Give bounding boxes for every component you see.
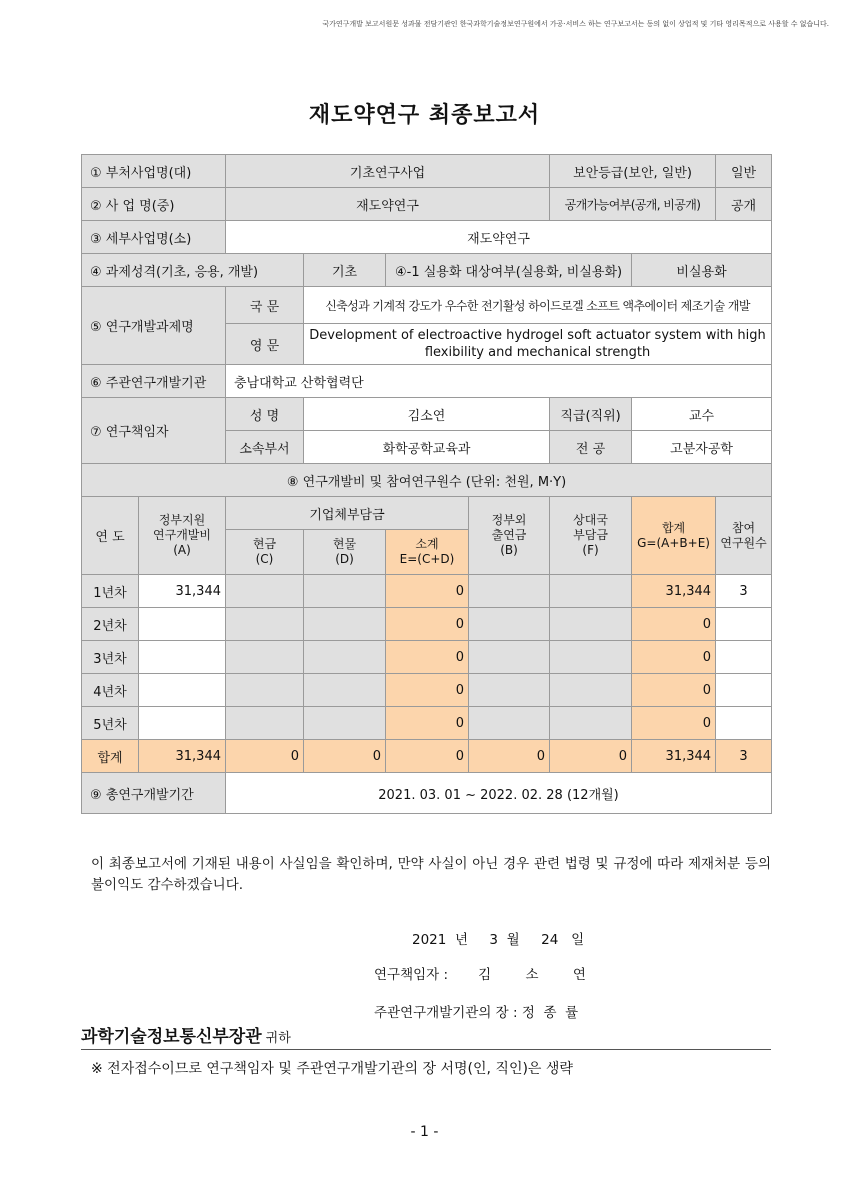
total-cell: 0 — [632, 674, 716, 707]
partner-cell — [550, 707, 632, 740]
label-subprogram: ③ 세부사업명(소) — [82, 221, 226, 254]
label-security-level: 보안등급(보안, 일반) — [550, 155, 716, 188]
row-project-type — [82, 254, 772, 287]
row-program-name — [82, 188, 772, 221]
gov-cell: 31,344 — [139, 575, 226, 608]
row-budget-header-1 — [82, 497, 772, 530]
subtotal-cell: 0 — [386, 575, 469, 608]
sum-nongov-cell: 0 — [469, 740, 550, 773]
label-program-name: ② 사 업 명(중) — [82, 188, 226, 221]
gov-cell — [139, 641, 226, 674]
value-pi-rank: 교수 — [632, 398, 772, 431]
signature-head: 주관연구개발기관의 장 : 정 종 률 — [374, 1005, 579, 1021]
row-budget-heading — [82, 464, 772, 497]
label-period: ⑨ 총연구개발기간 — [82, 773, 226, 814]
header-total-text: 합계 G=(A+B+E) — [637, 520, 710, 550]
value-disclosure: 공개 — [716, 188, 772, 221]
budget-row-5 — [82, 707, 772, 740]
partner-cell — [550, 674, 632, 707]
header-goods-text: 현물 (D) — [332, 537, 357, 566]
value-ministry-program: 기초연구사업 — [226, 155, 550, 188]
partner-cell — [550, 575, 632, 608]
recipient — [81, 1022, 771, 1050]
value-institution: 충남대학교 산학협력단 — [226, 365, 772, 398]
year-cell: 4년차 — [82, 674, 139, 707]
sum-cash-cell: 0 — [226, 740, 304, 773]
header-company-share: 기업체부담금 — [226, 497, 469, 530]
value-subprogram: 재도약연구 — [226, 221, 772, 254]
header-researchers-text: 참여 연구원수 — [720, 520, 767, 550]
cash-cell — [226, 707, 304, 740]
header-partner-text: 상대국 부담금 (F) — [573, 513, 608, 557]
subtotal-cell: 0 — [386, 674, 469, 707]
row-pi-name — [82, 398, 772, 431]
budget-row-1 — [82, 575, 772, 608]
label-pi-dept: 소속부서 — [226, 431, 304, 464]
sum-subtotal-cell: 0 — [386, 740, 469, 773]
label-title-english: 영 문 — [226, 324, 304, 365]
label-principal-investigator: ⑦ 연구책임자 — [82, 398, 226, 464]
label-ministry-program: ① 부처사업명(대) — [82, 155, 226, 188]
nongov-cell — [469, 641, 550, 674]
subtotal-cell: 0 — [386, 641, 469, 674]
electronic-note: ※ 전자접수이므로 연구책임자 및 주관연구개발기관의 장 서명(인, 직인)은 생략 — [91, 1061, 573, 1077]
nongov-cell — [469, 707, 550, 740]
header-nongov-text: 정부외 출연금 (B) — [491, 513, 527, 557]
budget-row-4 — [82, 674, 772, 707]
nongov-cell — [469, 674, 550, 707]
total-cell: 0 — [632, 641, 716, 674]
cash-cell — [226, 641, 304, 674]
sum-goods-cell: 0 — [304, 740, 386, 773]
researchers-cell: 3 — [716, 575, 772, 608]
value-pi-name: 김소연 — [304, 398, 550, 431]
partner-cell — [550, 641, 632, 674]
researchers-cell — [716, 641, 772, 674]
researchers-cell — [716, 674, 772, 707]
sum-partner-cell: 0 — [550, 740, 632, 773]
year-cell: 2년차 — [82, 608, 139, 641]
header-nongov — [469, 497, 550, 575]
sum-gov-cell: 31,344 — [139, 740, 226, 773]
value-pi-major: 고분자공학 — [632, 431, 772, 464]
report-form-table — [81, 154, 772, 814]
recipient-suffix: 귀하 — [265, 1031, 291, 1046]
year-cell: 1년차 — [82, 575, 139, 608]
sum-year-cell: 합계 — [82, 740, 139, 773]
header-cash-text: 현금 (C) — [252, 537, 277, 566]
row-period — [82, 773, 772, 814]
value-project-type: 기초 — [304, 254, 386, 287]
page-number: - 1 - — [410, 1124, 439, 1140]
header-gov-funding — [139, 497, 226, 575]
nongov-cell — [469, 608, 550, 641]
report-date: 2021 년 3 월 24 일 — [412, 932, 585, 948]
researchers-cell — [716, 608, 772, 641]
cash-cell — [226, 608, 304, 641]
value-period: 2021. 03. 01 ~ 2022. 02. 28 (12개월) — [226, 773, 772, 814]
researchers-cell — [716, 707, 772, 740]
budget-row-sum — [82, 740, 772, 773]
sum-researchers-cell: 3 — [716, 740, 772, 773]
goods-cell — [304, 641, 386, 674]
header-gov-funding-text: 정부지원 연구개발비 (A) — [153, 513, 211, 557]
total-cell: 0 — [632, 707, 716, 740]
budget-heading: ⑧ 연구개발비 및 참여연구원수 (단위: 천원, M·Y) — [82, 464, 772, 497]
label-pi-name: 성 명 — [226, 398, 304, 431]
label-project-type: ④ 과제성격(기초, 응용, 개발) — [82, 254, 304, 287]
label-title-korean: 국 문 — [226, 287, 304, 324]
goods-cell — [304, 575, 386, 608]
row-subprogram — [82, 221, 772, 254]
subtotal-cell: 0 — [386, 707, 469, 740]
header-researchers — [716, 497, 772, 575]
label-commercialization: ④-1 실용화 대상여부(실용화, 비실용화) — [386, 254, 632, 287]
label-institution: ⑥ 주관연구개발기관 — [82, 365, 226, 398]
budget-row-2 — [82, 608, 772, 641]
header-goods — [304, 530, 386, 575]
page-title: 재도약연구 최종보고서 — [308, 103, 541, 128]
header-notice: 국가연구개발 보고서원문 성과물 전담기관인 한국과학기술정보연구원에서 가공·서비스 하는 연구보고서는 동의 없이 상업적 및 기타 영리목적으로 사용할 수 없습니다. — [322, 20, 829, 28]
goods-cell — [304, 707, 386, 740]
year-cell: 3년차 — [82, 641, 139, 674]
goods-cell — [304, 674, 386, 707]
header-subtotal-text: 소계 E=(C+D) — [399, 537, 455, 566]
value-title-korean: 신축성과 기계적 강도가 우수한 전기활성 하이드로겔 소프트 액추에이터 제조기술 개발 — [304, 287, 772, 324]
nongov-cell — [469, 575, 550, 608]
value-pi-dept: 화학공학교육과 — [304, 431, 550, 464]
label-pi-rank: 직급(직위) — [550, 398, 632, 431]
row-title-korean — [82, 287, 772, 324]
value-security-level: 일반 — [716, 155, 772, 188]
row-institution — [82, 365, 772, 398]
gov-cell — [139, 608, 226, 641]
value-commercialization: 비실용화 — [632, 254, 772, 287]
row-ministry-program — [82, 155, 772, 188]
gov-cell — [139, 674, 226, 707]
sum-total-cell: 31,344 — [632, 740, 716, 773]
year-cell: 5년차 — [82, 707, 139, 740]
total-cell: 0 — [632, 608, 716, 641]
label-disclosure: 공개가능여부(공개, 비공개) — [550, 188, 716, 221]
header-subtotal — [386, 530, 469, 575]
goods-cell — [304, 608, 386, 641]
label-project-title: ⑤ 연구개발과제명 — [82, 287, 226, 365]
label-pi-major: 전 공 — [550, 431, 632, 464]
partner-cell — [550, 608, 632, 641]
total-cell: 31,344 — [632, 575, 716, 608]
subtotal-cell: 0 — [386, 608, 469, 641]
cash-cell — [226, 575, 304, 608]
signature-pi: 연구책임자 : 김 소 연 — [374, 967, 586, 983]
value-program-name: 재도약연구 — [226, 188, 550, 221]
gov-cell — [139, 707, 226, 740]
header-total — [632, 497, 716, 575]
recipient-name: 과학기술정보통신부장관 — [81, 1027, 262, 1047]
cash-cell — [226, 674, 304, 707]
header-year: 연 도 — [82, 497, 139, 575]
header-cash — [226, 530, 304, 575]
value-title-english: Development of electroactive hydrogel soft actuator system with high flexibility and mechanical strength — [304, 324, 772, 365]
budget-row-3 — [82, 641, 772, 674]
header-partner — [550, 497, 632, 575]
pledge-text: 이 최종보고서에 기재된 내용이 사실임을 확인하며, 만약 사실이 아닌 경우 관련 법령 및 규정에 따라 제재처분 등의 불이익도 감수하겠습니다. — [91, 856, 771, 893]
